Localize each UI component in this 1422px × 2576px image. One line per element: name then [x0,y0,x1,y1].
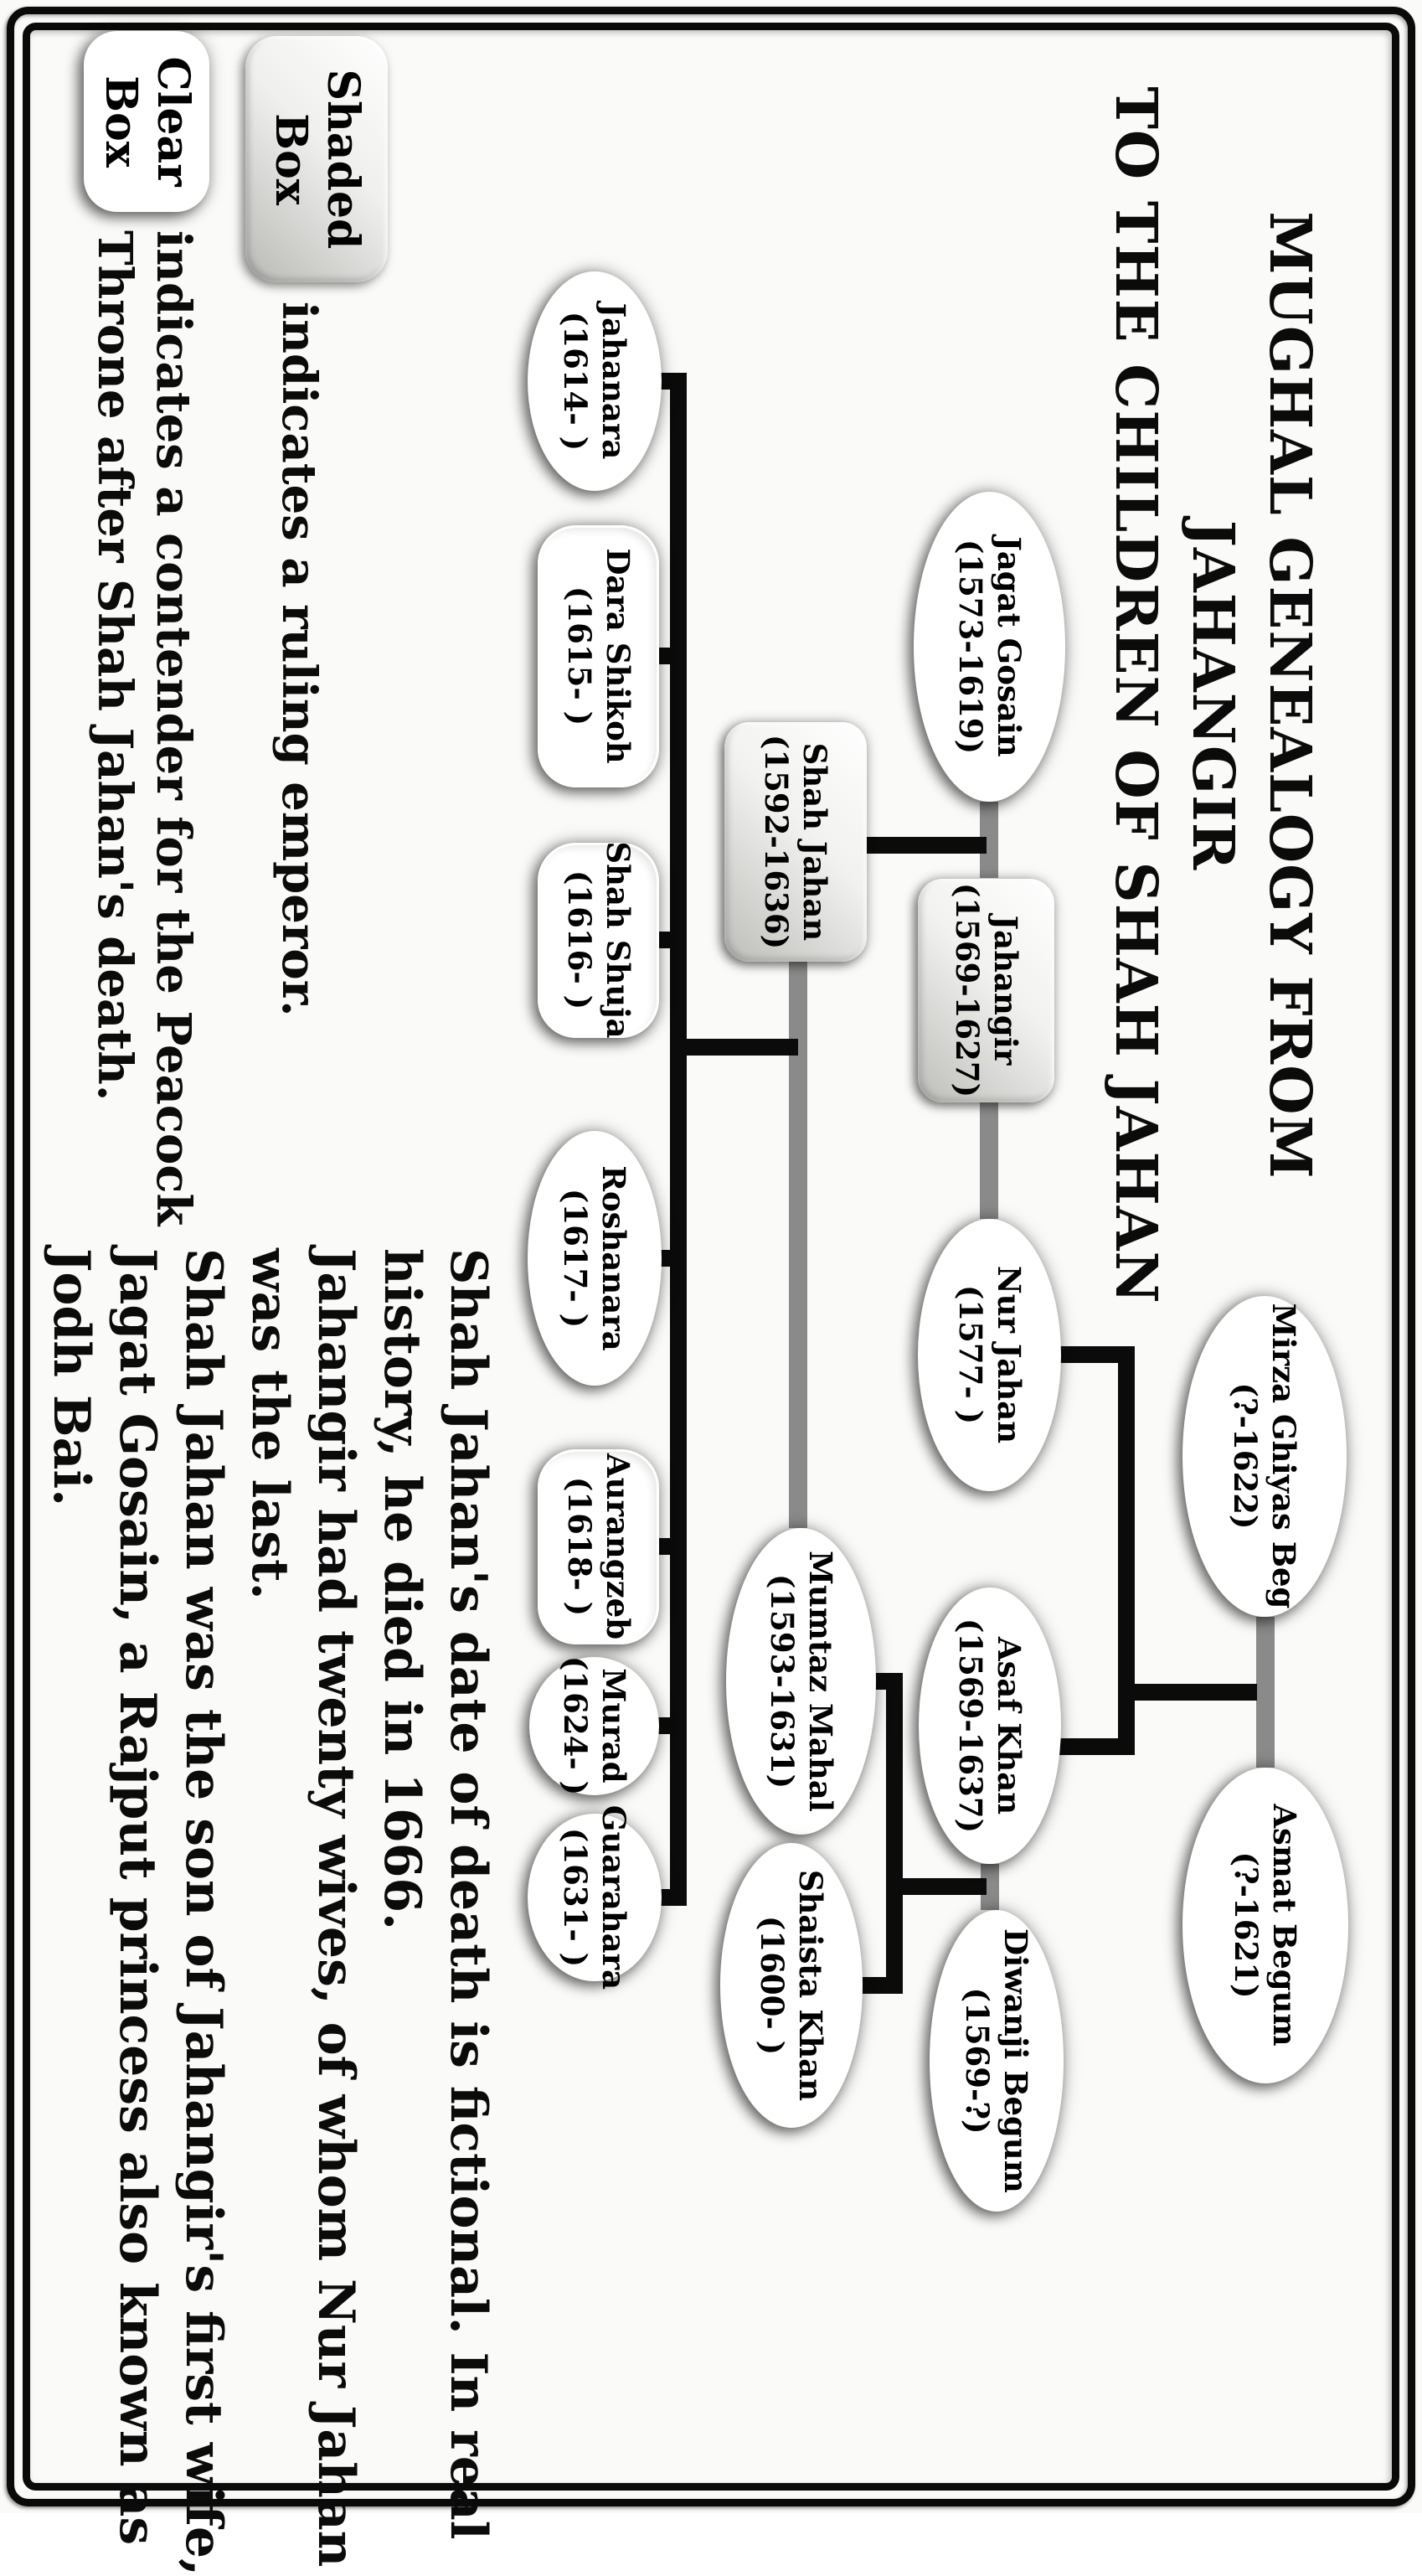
legend-shaded-label-1: Shaded [317,69,368,250]
jahanara-dates: (1614- ) [557,311,594,452]
roshanara-dates: (1617- ) [557,1188,594,1329]
riser-shaista-line [859,1977,894,1994]
note-line-1: Shah Jahan's date of death is fictional. In real [439,1248,497,2540]
stub-shah-shuja-line [657,932,678,948]
shah-jahan-name: Shah Jahan [796,742,833,942]
riser-asaf-line [1058,1738,1126,1755]
bar-mumtaz-shaista-line [886,1673,903,1994]
jahanara-name: Jahanara [595,302,632,460]
stub-dara-shikoh-line [657,648,678,664]
mumtaz-mahal-name: Mumtaz Mahal [802,1551,839,1812]
shah-shuja-node [538,843,660,1038]
dara-shikoh-name: Dara Shikoh [600,548,636,764]
shaista-khan-dates: (1600- ) [754,1915,791,2056]
stub-aurangzeb-line [657,1538,678,1555]
murad-name: Murad [595,1668,632,1784]
mirza-ghiyas-beg-name: Mirza Ghiyas Beg [1265,1303,1302,1609]
mirza-ghiyas-beg-node [1182,1296,1347,1617]
legend-shaded-label-2: Box [265,113,317,205]
jagat-gosain-dates: (1573-1619) [952,539,989,755]
diwanji-begum-name: Diwanji Begum [997,1928,1034,2193]
shah-shuja-name: Shah Shuja [600,841,636,1039]
jahangir-node [919,879,1055,1102]
diwanji-begum-node [930,1910,1064,2212]
asaf-khan-node [919,1587,1061,1864]
nur-jahan-node [919,1219,1062,1491]
guarahara-name: Guarahara [595,1804,632,1990]
dara-shikoh-dates: (1615- ) [561,586,598,726]
murad-node [530,1657,660,1795]
jahangir-name: Jahangir [987,915,1024,1066]
mirza-ghiyas-beg-dates: (?-1622) [1227,1382,1264,1530]
note-line-4: was the last. [240,1248,299,1600]
riser-shahjahan-line [864,837,987,854]
note-line-7: Jodh Bai. [42,1248,100,1507]
riser-children-line [677,1039,798,1056]
murad-dates: (1624- ) [557,1655,594,1796]
legend-shaded-description: indicates a ruling emperor. [271,302,327,1017]
legend-clear-box-sample [84,31,209,212]
asmat-begum-node [1182,1768,1348,2083]
aurangzeb-dates: (1618- ) [561,1476,598,1617]
jahangir-dates: (1569-1627) [949,882,986,1098]
dara-shikoh-node [538,525,660,787]
asaf-khan-dates: (1569-1637) [952,1618,989,1834]
shaista-khan-node [720,1843,863,2128]
mumtaz-mahal-dates: (1593-1631) [764,1573,801,1789]
bar-nurjahan-asaf-line [1118,1346,1135,1755]
guarahara-node [528,1804,662,1990]
note-line-2: history, he died in 1666. [373,1248,431,1931]
asmat-begum-dates: (?-1621) [1228,1851,1265,1999]
diagram-title [1097,75,1328,1315]
notes-block [38,1248,501,2576]
marriage-jahangir-nurjahan-line [980,1102,998,1219]
note-line-5: Shah Jahan was the son of Jahangir's first wife, [174,1248,233,2576]
diwanji-begum-dates: (1569-?) [959,1987,996,2135]
asaf-khan-name: Asaf Khan [991,1636,1028,1815]
title-line-1: MUGHAL GENEALOGY FROM JAHANGIR [1179,211,1323,1180]
roshanara-node [528,1131,662,1386]
shah-jahan-dates: (1592-1636) [758,734,795,950]
asmat-begum-name: Asmat Begum [1266,1804,1303,2047]
shaista-khan-name: Shaista Khan [792,1869,829,2102]
aurangzeb-node [538,1449,660,1644]
note-line-6: Jagat Gosain, a Rajput princess also known as [108,1248,167,2546]
legend-shaded-box-sample [245,36,388,282]
jagat-gosain-node [915,492,1066,802]
bar-children-line [670,373,687,1906]
mumtaz-mahal-node [727,1528,877,1835]
legend-clear-label-2: Box [95,75,147,168]
nur-jahan-name: Nur Jahan [991,1265,1028,1444]
aurangzeb-name: Aurangzeb [600,1453,636,1640]
title-line-2: TO THE CHILDREN OF SHAH JAHAN [1102,86,1169,1304]
marriage-mirza-asmat-line [1256,1617,1275,1768]
shah-shuja-dates: (1616- ) [561,870,598,1010]
guarahara-dates: (1631- ) [557,1827,594,1968]
nur-jahan-dates: (1577- ) [952,1284,989,1425]
legend-clear-description-line2: Throne after Shah Jahan's death. [87,230,142,1102]
riser-nurjahan-line [1058,1346,1126,1363]
jagat-gosain-name: Jagat Gosain [991,536,1028,757]
stub-murad-line [657,1717,678,1734]
riser-grandparents-line [1123,1684,1257,1701]
legend-clear-label-1: Clear [147,56,198,187]
roshanara-name: Roshanara [595,1165,632,1351]
shah-jahan-node [724,722,867,962]
jahanara-node [528,271,662,491]
note-line-3: Jahangir had twenty wives, of whom Nur Jahan [307,1248,365,2568]
legend-clear-description-line1: indicates a contender for the Peacock [146,230,201,1226]
